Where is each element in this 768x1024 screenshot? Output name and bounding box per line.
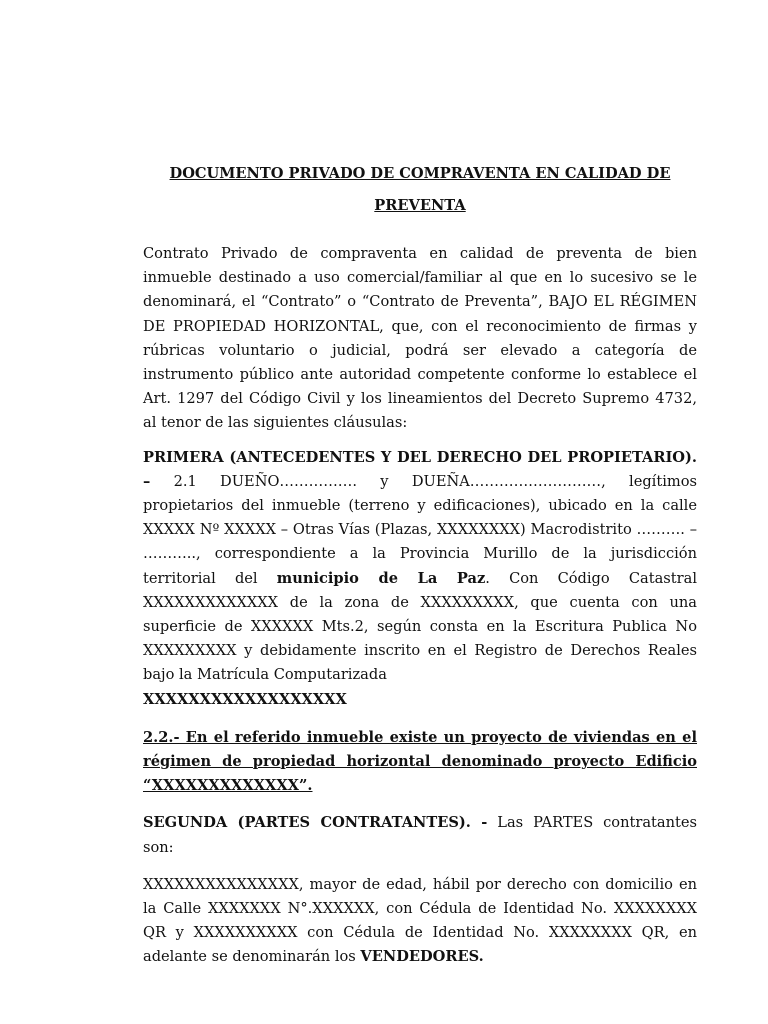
clause-segunda (143, 811, 697, 859)
vendedores-paragraph (143, 873, 697, 970)
title-line-1: DOCUMENTO PRIVADO DE COMPRAVENTA EN CALIDAD DE (169, 165, 671, 182)
clause-primera (143, 446, 697, 712)
clause-2-2 (143, 726, 697, 799)
clause-segunda-heading: SEGUNDA (PARTES CONTRATANTES). - (143, 814, 488, 832)
matricula-value: XXXXXXXXXXXXXXXXXX (143, 690, 347, 708)
vendedores-label: VENDEDORES. (360, 948, 484, 966)
document-title (143, 158, 697, 222)
clause-primera-heading: PRIMERA (ANTECEDENTES Y DEL DERECHO DEL PROPIETARIO). – (143, 448, 697, 490)
clause-primera-text-2: . Con Código Catastral XXXXXXXXXXXXX de la zona de XXXXXXXXX, que cuenta con una superficie de XXXXXX Mts.2, según consta en la Escritura Publica No XXXXXXXXX y debidamente inscrito en el Registro de Derechos Reales bajo la Matrícula Computarizada (143, 569, 697, 684)
intro-paragraph: Contrato Privado de compraventa en calidad de preventa de bien inmueble destinado a uso comercial/familiar al que en lo sucesivo se le denominará, el “Contrato” o “Contrato de Preventa”, BAJO EL RÉGIMEN DE PROPIEDAD HORIZONTAL, que, con el reconocimiento de firmas y rúbricas voluntario o judicial, podrá ser elevado a categoría de instrumento público ante autoridad competente conforme lo establece el Art. 1297 del Código Civil y los lineamientos del Decreto Supremo 4732, al tenor de las siguientes cláusulas: (143, 245, 697, 432)
title-line-2: PREVENTA (374, 197, 466, 214)
vendedores-text: XXXXXXXXXXXXXXX, mayor de edad, hábil por derecho con domicilio en la Calle XXXXXXX N°.XXXXXX, con Cédula de Identidad No. XXXXXXXX QR y XXXXXXXXXX con Cédula de Identidad No. XXXXXXXX QR, en adelante se denominarán los (143, 875, 697, 966)
clause-segunda-text: Las PARTES contratantes son: (143, 814, 697, 856)
clause-2-2-text: 2.2.- En el referido inmueble existe un proyecto de viviendas en el régimen de propiedad horizontal denominado proyecto Edificio “XXXXXXXXXXXXX”. (143, 728, 697, 795)
municipio-label: municipio de La Paz (276, 569, 486, 587)
document-page (143, 158, 697, 970)
clause-primera-text-1: 2.1 DUEÑO……………. y DUEÑA………………………, legítimos propietarios del inmueble (terreno y edificaciones), ubicado en la calle XXXXX Nº XXXXX – Otras Vías (Plazas, XXXXXXXX) Macrodistrito ………. – ……….., correspondiente a la Provincia Murillo de la jurisdicción territorial del (143, 472, 697, 587)
